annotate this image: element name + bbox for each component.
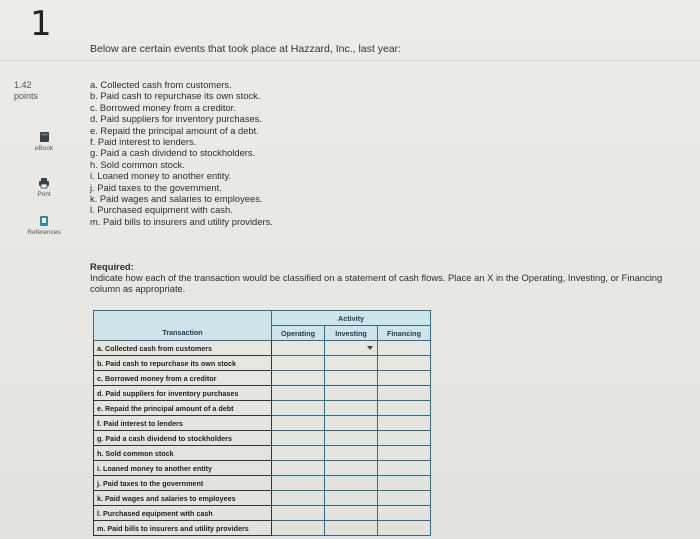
required-section xyxy=(90,261,690,294)
financing-cell[interactable] xyxy=(378,491,431,506)
table-row xyxy=(94,341,431,356)
table-row xyxy=(94,356,431,371)
financing-cell[interactable] xyxy=(378,461,431,476)
investing-cell[interactable] xyxy=(325,521,378,536)
row-label: c. Borrowed money from a creditor xyxy=(94,371,272,386)
operating-cell[interactable] xyxy=(272,341,325,356)
table-row xyxy=(94,401,431,416)
investing-cell[interactable] xyxy=(325,461,378,476)
financing-cell[interactable] xyxy=(378,521,431,536)
financing-cell[interactable] xyxy=(378,476,431,491)
activity-header: Activity xyxy=(272,311,431,326)
points-label: points xyxy=(14,91,39,101)
sidebar-item-references[interactable] xyxy=(22,215,66,236)
investing-dropdown[interactable] xyxy=(325,341,378,356)
column-header-financing: Financing xyxy=(378,326,431,341)
transaction-header: Transaction xyxy=(94,326,272,341)
financing-cell[interactable] xyxy=(378,401,431,416)
list-item: c. Borrowed money from a creditor. xyxy=(90,101,236,113)
points-value: 1.42 xyxy=(14,80,32,90)
operating-cell[interactable] xyxy=(272,491,325,506)
investing-cell[interactable] xyxy=(325,356,378,371)
row-label: e. Repaid the principal amount of a debt xyxy=(94,401,272,416)
references-icon xyxy=(38,215,50,227)
column-header-operating: Operating xyxy=(272,326,325,341)
table-row xyxy=(94,446,431,461)
operating-cell[interactable] xyxy=(272,401,325,416)
sidebar-item-label: References xyxy=(27,229,61,236)
investing-cell[interactable] xyxy=(325,491,378,506)
table-row xyxy=(94,476,431,491)
list-item: a. Collected cash from customers. xyxy=(90,79,232,90)
table-row xyxy=(94,371,431,386)
row-label: i. Loaned money to another entity xyxy=(94,461,272,476)
classification-table xyxy=(93,310,431,536)
row-label: h. Sold common stock xyxy=(94,446,272,461)
investing-cell[interactable] xyxy=(325,401,378,416)
table-row xyxy=(94,461,431,476)
operating-cell[interactable] xyxy=(272,476,325,491)
table-row xyxy=(94,506,431,521)
operating-cell[interactable] xyxy=(272,416,325,431)
investing-cell[interactable] xyxy=(325,506,378,521)
table-row xyxy=(94,386,431,401)
row-label: f. Paid interest to lenders xyxy=(94,416,272,431)
sidebar-item-print[interactable] xyxy=(22,177,66,198)
operating-cell[interactable] xyxy=(272,431,325,446)
row-label: b. Paid cash to repurchase its own stock xyxy=(94,356,272,371)
required-text: Indicate how each of the transaction would be classified on a statement of cash flows. Place an X in the Operating, Investing, or Financing column as appropriate. xyxy=(90,272,663,294)
list-item: l. Purchased equipment with cash. xyxy=(90,204,233,216)
operating-cell[interactable] xyxy=(272,461,325,476)
list-item: e. Repaid the principal amount of a debt. xyxy=(90,124,259,136)
investing-cell[interactable] xyxy=(325,386,378,401)
sidebar-item-label: Print xyxy=(37,191,51,198)
financing-cell[interactable] xyxy=(378,371,431,386)
operating-cell[interactable] xyxy=(272,506,325,521)
events-list xyxy=(90,79,273,227)
operating-cell[interactable] xyxy=(272,371,325,386)
table-row xyxy=(94,431,431,446)
investing-cell[interactable] xyxy=(325,431,378,446)
transaction-header-top xyxy=(94,311,272,326)
table-row xyxy=(94,491,431,506)
table-row xyxy=(94,521,431,536)
row-label: d. Paid suppliers for inventory purchases xyxy=(94,386,272,401)
financing-cell[interactable] xyxy=(378,431,431,446)
financing-cell[interactable] xyxy=(378,386,431,401)
required-title: Required: xyxy=(90,261,134,272)
financing-cell[interactable] xyxy=(378,356,431,371)
financing-cell[interactable] xyxy=(378,506,431,521)
points-info xyxy=(14,80,38,102)
list-item: k. Paid wages and salaries to employees. xyxy=(90,193,263,205)
header-divider xyxy=(0,60,700,61)
list-item: b. Paid cash to repurchase its own stock. xyxy=(90,90,261,102)
row-label: a. Collected cash from customers xyxy=(94,341,272,356)
row-label: m. Paid bills to insurers and utility providers xyxy=(94,521,272,536)
investing-cell[interactable] xyxy=(325,371,378,386)
operating-cell[interactable] xyxy=(272,356,325,371)
financing-cell[interactable] xyxy=(378,341,431,356)
row-label: l. Purchased equipment with cash xyxy=(94,506,272,521)
financing-cell[interactable] xyxy=(378,446,431,461)
question-intro: Below are certain events that took place at Hazzard, Inc., last year: xyxy=(90,43,402,55)
list-item: d. Paid suppliers for inventory purchases. xyxy=(90,113,262,125)
investing-cell[interactable] xyxy=(325,446,378,461)
list-item: f. Paid interest to lenders. xyxy=(90,136,197,148)
print-icon xyxy=(38,177,50,189)
sidebar-item-ebook[interactable] xyxy=(22,131,66,152)
column-header-investing: Investing xyxy=(325,326,378,341)
table-row xyxy=(94,416,431,431)
operating-cell[interactable] xyxy=(272,446,325,461)
list-item: i. Loaned money to another entity. xyxy=(90,170,232,182)
financing-cell[interactable] xyxy=(378,416,431,431)
question-number: 1 xyxy=(30,4,52,44)
row-label: k. Paid wages and salaries to employees xyxy=(94,491,272,506)
investing-cell[interactable] xyxy=(325,416,378,431)
list-item: h. Sold common stock. xyxy=(90,158,185,170)
investing-cell[interactable] xyxy=(325,476,378,491)
operating-cell[interactable] xyxy=(272,386,325,401)
list-item: g. Paid a cash dividend to stockholders. xyxy=(90,147,256,159)
operating-cell[interactable] xyxy=(272,521,325,536)
sidebar-item-label: eBook xyxy=(34,145,54,152)
row-label: g. Paid a cash dividend to stockholders xyxy=(94,431,272,446)
list-item: j. Paid taxes to the government. xyxy=(90,181,222,193)
chevron-down-icon xyxy=(367,346,373,350)
row-label: j. Paid taxes to the government xyxy=(94,476,272,491)
book-icon xyxy=(39,131,50,143)
list-item: m. Paid bills to insurers and utility providers. xyxy=(90,215,273,227)
